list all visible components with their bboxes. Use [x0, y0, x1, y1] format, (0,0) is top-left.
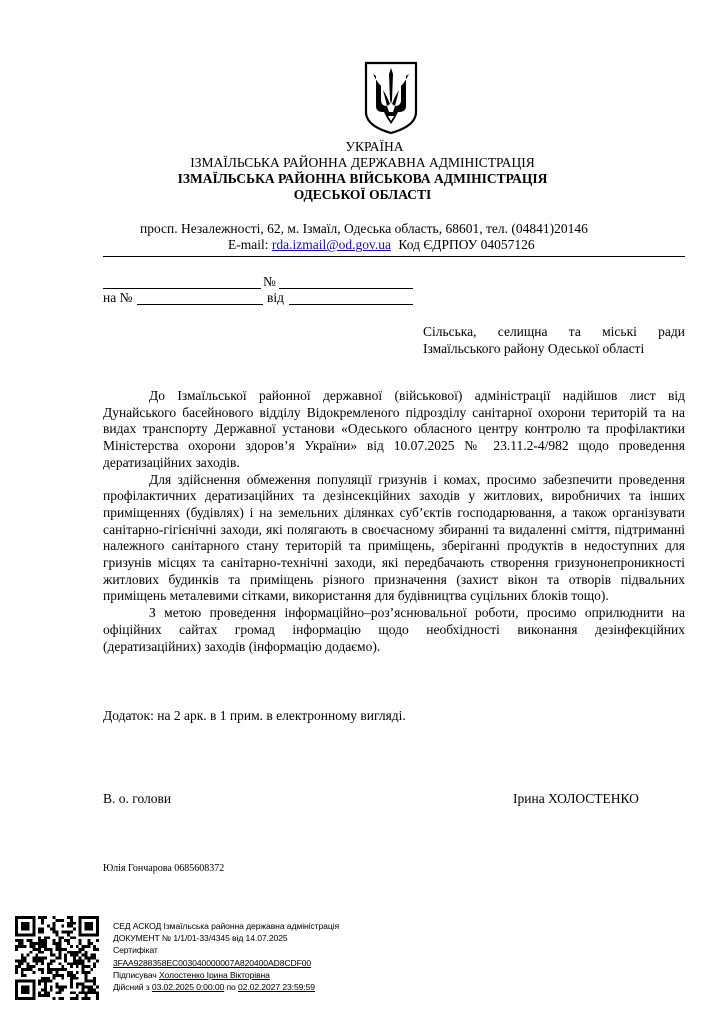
stamp-signer: Холостенко Ірина Вікторівна — [158, 969, 270, 980]
stamp-doc-date: 14.07.2025 — [245, 933, 288, 944]
admin-line-2: ІЗМАЇЛЬСЬКА РАЙОННА ВІЙСЬКОВА АДМІНІСТРАЦІЯ — [177, 171, 548, 186]
incoming-number-blank — [137, 304, 263, 305]
stamp-signer-label: Підписувач — [113, 969, 157, 980]
stamp-doc-label: ДОКУМЕНТ № — [113, 933, 172, 944]
signer-position: В. о. голови — [103, 791, 172, 806]
addressee-line-2: Ізмаїльського району Одеської області — [423, 341, 645, 356]
stamp-validity-line — [113, 981, 373, 993]
stamp-cert-label: Сертифікат — [113, 945, 158, 956]
stamp-system: СЕД АСКОД — [113, 921, 162, 931]
stamp-system-line — [113, 920, 373, 932]
addressee-word: Сільська, — [423, 324, 477, 339]
addressee-word: селищна — [497, 324, 548, 339]
attachment-note: Додаток: на 2 арк. в 1 прим. в електронному вигляді. — [103, 708, 406, 723]
e-signature-stamp — [113, 920, 373, 993]
outgoing-number-blank — [279, 288, 413, 289]
stamp-valid-to-label: по — [226, 982, 236, 993]
edrpou-code: Код ЄДРПОУ 04057126 — [398, 237, 535, 252]
country-title: УКРАЇНА — [345, 139, 404, 154]
admin-line-1: ІЗМАЇЛЬСЬКА РАЙОННА ДЕРЖАВНА АДМІНІСТРАЦІЯ — [190, 155, 535, 170]
from-label: від — [267, 290, 284, 305]
addressee-word: та — [568, 324, 581, 339]
stamp-cert-value: 3FAA9288358EC003040000007A820400AD8CDF00 — [113, 957, 312, 968]
letter-body — [103, 388, 685, 655]
stamp-doc-number: 1/1/01-33/4345 — [173, 933, 230, 944]
stamp-org: Ізмаїльська районна державна адміністрація — [163, 921, 340, 931]
coat-of-arms-icon — [363, 60, 419, 136]
outgoing-date-blank — [103, 288, 261, 289]
admin-line-3: ОДЕСЬКОЇ ОБЛАСТІ — [293, 187, 432, 202]
stamp-valid-from: 03.02.2025 0:00:00 — [151, 982, 225, 993]
stamp-valid-to: 02.02.2027 23:59:59 — [238, 982, 315, 993]
stamp-doc-from: від — [232, 933, 244, 944]
paragraph-1: До Ізмаїльської районної державної (військової) адміністрації надійшов лист від Дунайського басейнового відділу Відокремленого підрозділу санітарної охорони територій та на видах транспорту Державної установи «Одеського обласного центру контролю та профілактики Міністерства охорони здоров’я України» від 10.07.2025 № 23.11.2-4/982 щодо проведення дератизаційних заходів. — [103, 388, 685, 470]
address-line: просп. Незалежності, 62, м. Ізмаїл, Одеська область, 68601, тел. (04841)20146 — [140, 221, 588, 236]
header-divider — [103, 256, 685, 257]
stamp-document-line — [113, 932, 373, 944]
qr-code-icon — [15, 916, 99, 1000]
signer-name: Ірина ХОЛОСТЕНКО — [513, 791, 639, 806]
email-link[interactable]: rda.izmail@od.gov.ua — [271, 237, 392, 252]
paragraph-3: З метою проведення інформаційно–роз’яснювальної роботи, просимо оприлюднити на офіційних сайтах громад інформацію щодо необхідності виконання дезінфекційних (дератизаційних) заходів (інформацію додаємо). — [103, 605, 685, 654]
paragraph-2: Для здійснення обмеження популяції гризунів і комах, просимо забезпечити проведення профілактичних дератизаційних та дезінсекційних заходів у житлових, виробничих та інших приміщеннях (будівлях) і на земельних ділянках суб’єктів господарювання, а також організувати санітарно-гігієнічні заходи, які полягають в своєчасному збиранні та видаленні сміття, підтриманні належного санітарного стану територій та приміщень, зберіганні продуктів в недоступних для гризунів місцях та санітарно-технічні заходи, які передбачають створення гризунонепроникності житлових будинків та приміщень різного призначення (захист вікон та отворів підвальних приміщень металевими сітками, використання для будівництва суцільних блоків тощо). — [103, 471, 685, 604]
email-label: E-mail: — [228, 237, 269, 252]
addressee-line-1 — [423, 324, 685, 340]
on-number-label: на № — [103, 290, 133, 305]
number-sign: № — [263, 274, 276, 289]
stamp-valid-label: Дійсний з — [113, 982, 150, 993]
addressee-word: ради — [658, 324, 685, 339]
addressee-word: міські — [602, 324, 637, 339]
incoming-reg-line — [103, 290, 418, 306]
executor-contact: Юлія Гончарова 0685608372 — [103, 863, 225, 874]
stamp-signer-line — [113, 969, 373, 981]
contact-line — [228, 237, 535, 253]
incoming-date-blank — [289, 304, 413, 305]
outgoing-reg-line — [103, 274, 418, 290]
